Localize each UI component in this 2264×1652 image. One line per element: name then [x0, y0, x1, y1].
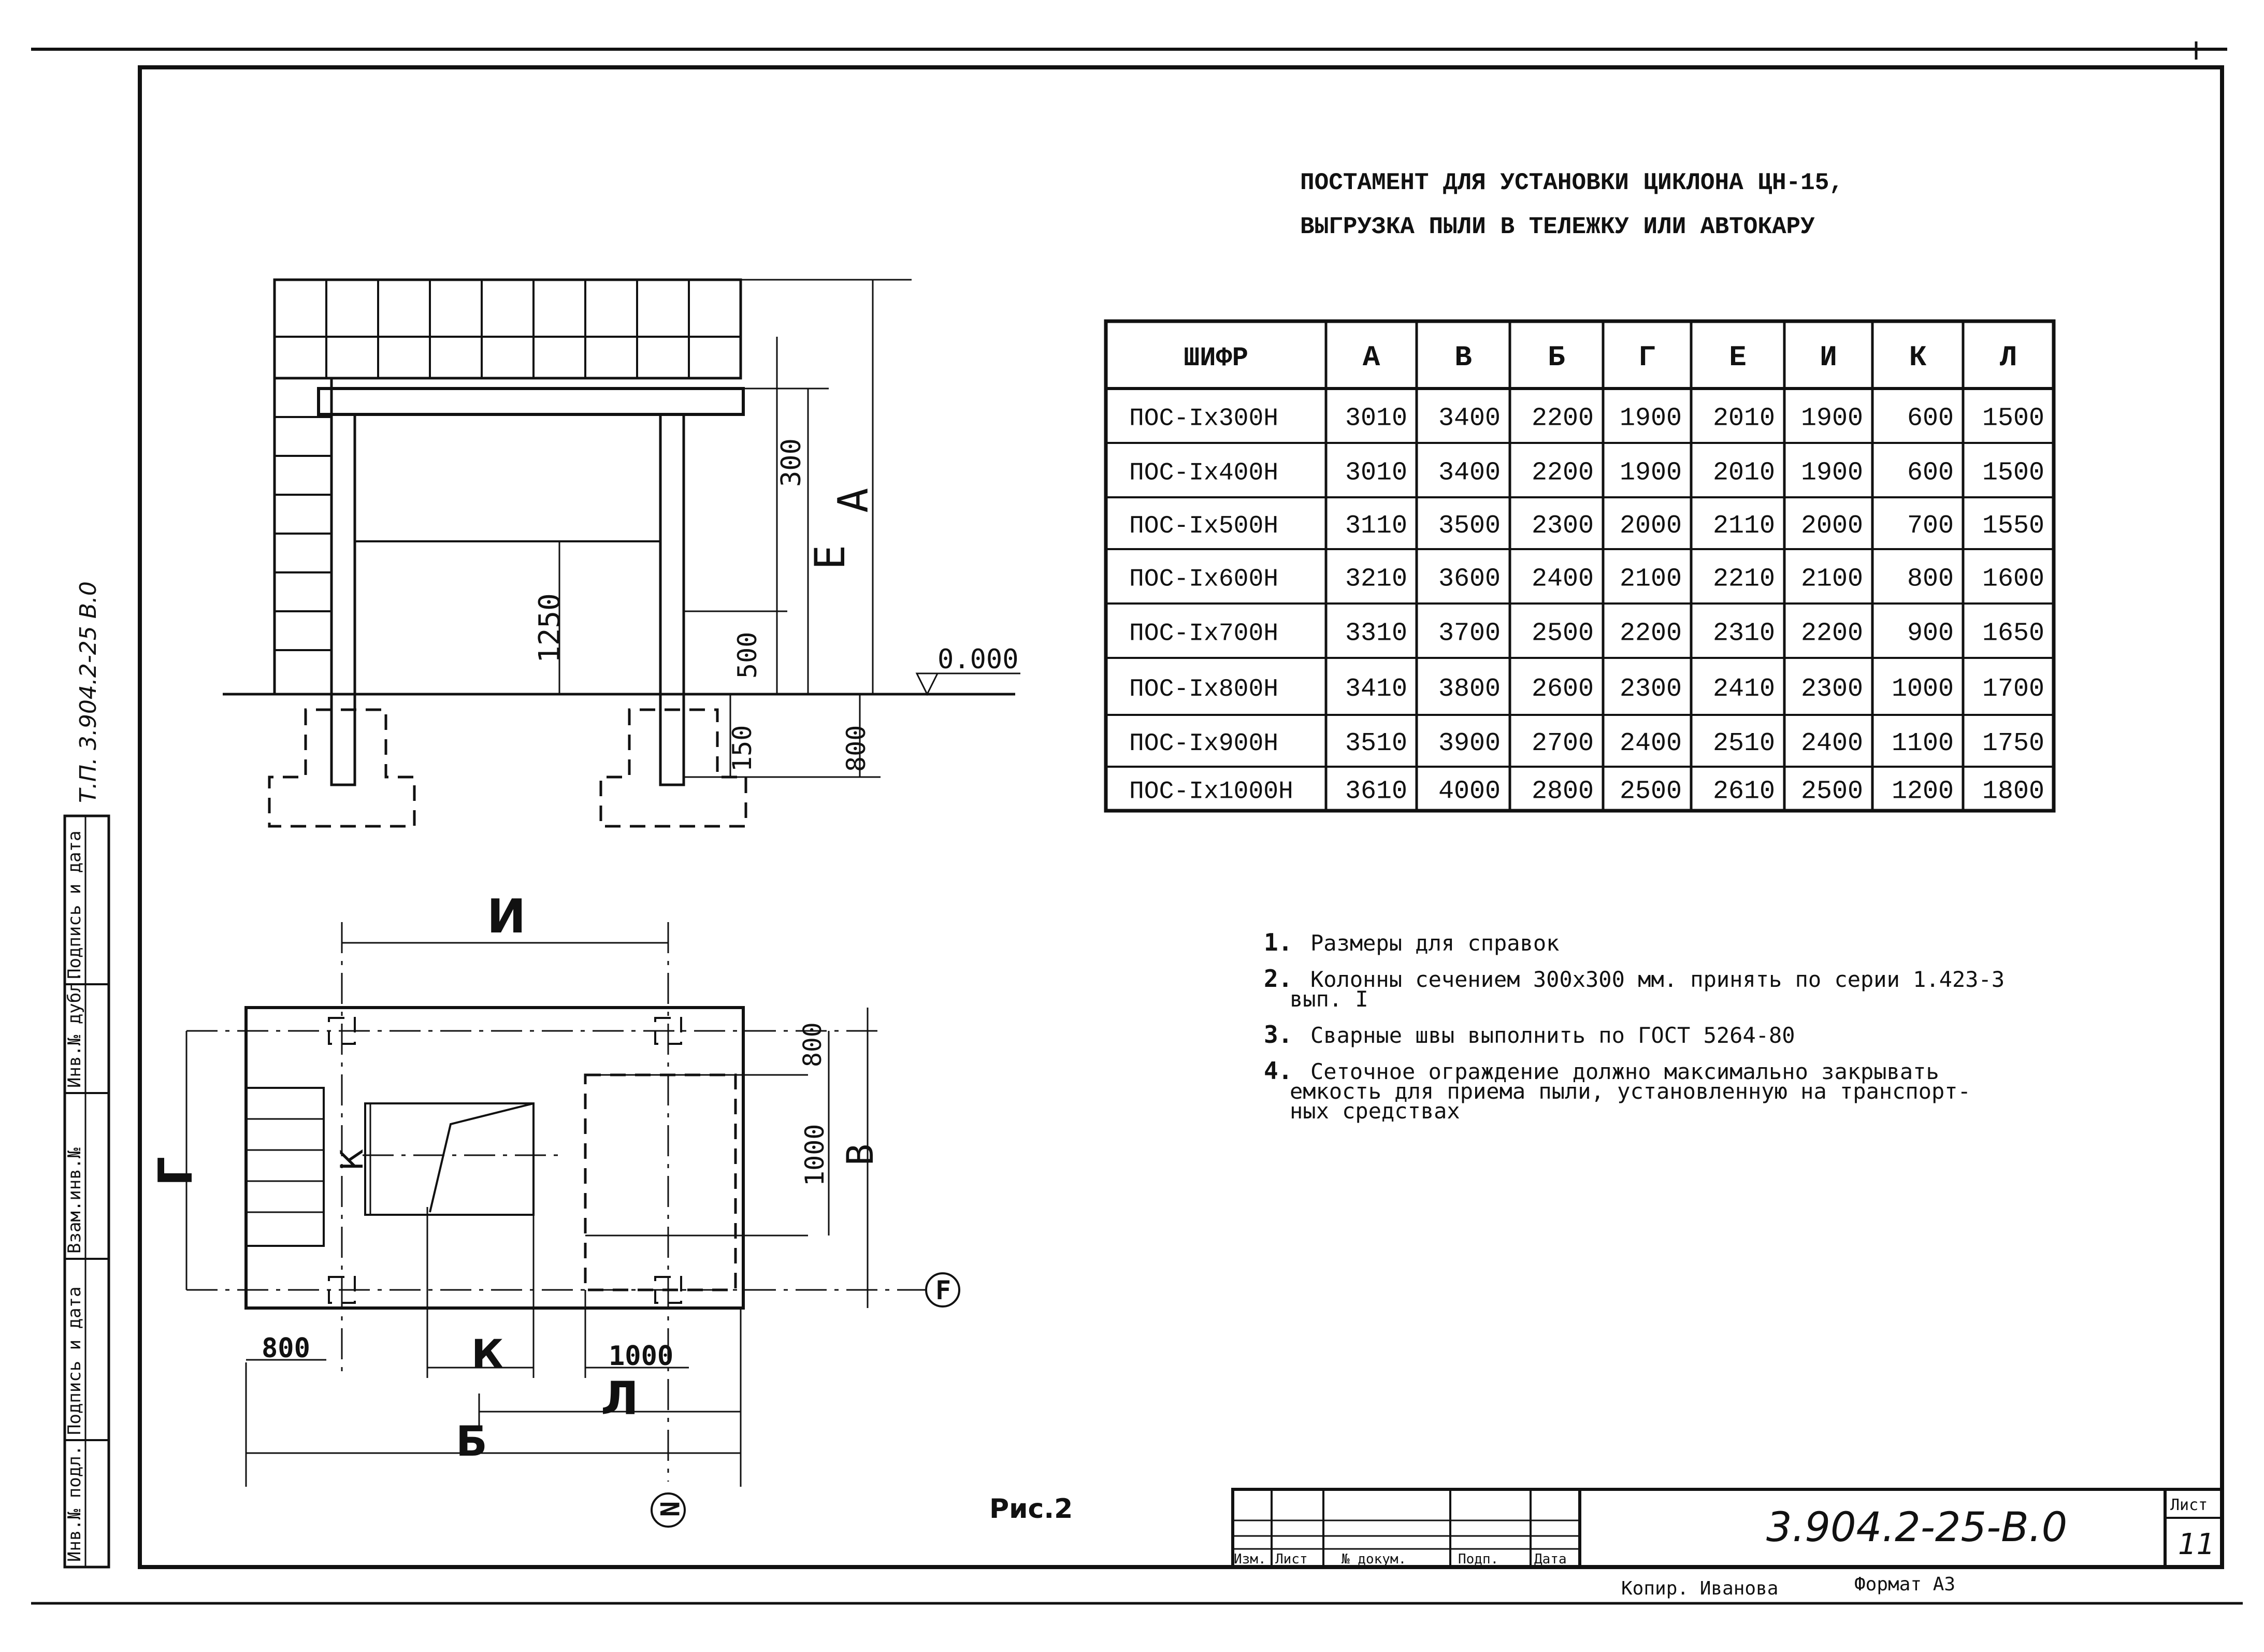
table-cell: 2200: [1531, 404, 1594, 434]
table-cell: 2800: [1531, 777, 1594, 807]
dim-300: 300: [776, 438, 807, 487]
footer-format: Формат А3: [1854, 1574, 1956, 1595]
stamp-field-inv-podl: Инв.№ подл.: [64, 1445, 85, 1562]
table-cell: 2200: [1531, 458, 1594, 488]
level-mark: [917, 644, 1020, 694]
table-cell: 2000: [1619, 511, 1682, 541]
table-cell: 3010: [1345, 458, 1407, 488]
note-text: вып. I: [1290, 986, 1368, 1012]
tb-col-izm: Изм.: [1234, 1552, 1266, 1567]
table-row-code: ПОС-Iх300Н: [1129, 405, 1279, 433]
table-cell: 2400: [1619, 729, 1682, 758]
tb-col-data: Дата: [1534, 1552, 1567, 1567]
sheet-frame: [31, 41, 2243, 1603]
table-cell: 3210: [1345, 564, 1407, 594]
axis-marker-f: [926, 1273, 959, 1306]
table-cell: 2200: [1800, 619, 1863, 649]
table-cell: 2300: [1800, 674, 1863, 704]
note-number: 1.: [1264, 928, 1293, 956]
table-cell: 2700: [1531, 729, 1594, 758]
table-header-cell: Б: [1548, 341, 1565, 374]
dim-1250: 1250: [533, 593, 567, 663]
table-cell: 3800: [1438, 674, 1501, 704]
level-0000: 0.000: [938, 644, 1019, 675]
table-cell: 1750: [1982, 729, 2044, 758]
dim-800-plan-v: 800: [798, 1022, 827, 1067]
table-cell: 2200: [1619, 619, 1682, 649]
note-number: 2.: [1264, 965, 1293, 993]
table-cell: 4000: [1438, 777, 1501, 807]
foundation-left: [269, 710, 414, 826]
table-row-code: ПОС-Iх400Н: [1129, 459, 1279, 487]
table-cell: 1550: [1982, 511, 2044, 541]
table-cell: 3510: [1345, 729, 1407, 758]
axis-marker-n: [652, 1493, 685, 1527]
table-cell: 1100: [1891, 729, 1954, 758]
tb-doc-code: 3.904.2-25-В.0: [1766, 1504, 2068, 1551]
table-cell: 2110: [1712, 511, 1775, 541]
table-row-code: ПОС-Iх800Н: [1129, 676, 1279, 703]
table-cell: 3110: [1345, 511, 1407, 541]
dim-G: Г: [149, 1156, 203, 1186]
elevation-view: [223, 280, 1020, 826]
dim-1000-plan-v: 1000: [800, 1124, 830, 1186]
table-row-code: ПОС-Iх900Н: [1129, 730, 1279, 758]
axis-n-label: N: [654, 1501, 684, 1517]
dim-K: К: [471, 1331, 504, 1377]
table-cell: 3310: [1345, 619, 1407, 649]
column-right: [660, 414, 684, 785]
table-cell: 1500: [1982, 404, 2044, 434]
table-cell: 2600: [1531, 674, 1594, 704]
table-header-cell: И: [1820, 341, 1837, 374]
plan-view: [149, 889, 959, 1527]
tb-sheet-num: 11: [2178, 1528, 2215, 1561]
dim-800-elev: 800: [841, 725, 871, 772]
dim-I: И: [487, 889, 526, 944]
table-cell: 900: [1907, 619, 1954, 649]
note-text: Колонны сечением 300х300 мм. принять по серии 1.423-3: [1310, 967, 2005, 992]
note-number: 3.: [1264, 1021, 1293, 1048]
brick-wall: [275, 280, 741, 694]
note-text: Сварные швы выполнить по ГОСТ 5264-80: [1310, 1023, 1795, 1048]
table-cell: 2610: [1712, 777, 1775, 807]
table-cell: 2100: [1619, 564, 1682, 594]
table-cell: 2500: [1800, 777, 1863, 807]
table-row-code: ПОС-Iх1000Н: [1129, 778, 1293, 806]
column-left: [331, 414, 355, 785]
table-cell: 2010: [1712, 404, 1775, 434]
table-header-cell: В: [1454, 341, 1472, 374]
table-header-cell: ШИФР: [1184, 343, 1248, 374]
table-cell: 2010: [1712, 458, 1775, 488]
stair: [246, 1088, 324, 1246]
table-cell: 1900: [1619, 458, 1682, 488]
table-cell: 3410: [1345, 674, 1407, 704]
table-cell: 2400: [1531, 564, 1594, 594]
table-cell: 2100: [1800, 564, 1863, 594]
table-cell: 1600: [1982, 564, 2044, 594]
table-cell: 2300: [1531, 511, 1594, 541]
table-header-cell: Е: [1729, 341, 1747, 374]
table-cell: 1000: [1891, 674, 1954, 704]
tb-col-doc: № докум.: [1342, 1552, 1407, 1567]
side-doc-code: Т.П. 3.904.2-25 В.0: [75, 581, 102, 803]
table-cell: 2000: [1800, 511, 1863, 541]
side-stamp: [64, 581, 109, 1567]
table-cell: 1500: [1982, 458, 2044, 488]
tb-col-list: Лист: [1275, 1552, 1308, 1567]
stamp-field-sign-date-2: Подпись и дата: [64, 830, 85, 979]
table-cell: 1650: [1982, 619, 2044, 649]
note-number: 4.: [1264, 1057, 1293, 1085]
table-cell: 2300: [1619, 674, 1682, 704]
dim-150: 150: [727, 725, 757, 772]
table-cell: 2500: [1531, 619, 1594, 649]
table-cell: 1900: [1800, 404, 1863, 434]
table-cell: 2410: [1712, 674, 1775, 704]
table-cell: 1700: [1982, 674, 2044, 704]
stamp-field-inv-dubl: Инв.№ дубл.: [64, 971, 85, 1088]
title-block: [1233, 1489, 2222, 1567]
table-cell: 3600: [1438, 564, 1501, 594]
table-cell: 1200: [1891, 777, 1954, 807]
table-cell: 600: [1907, 458, 1954, 488]
footer-copied: Копир. Иванова: [1621, 1578, 1779, 1599]
dim-Bb: Б: [456, 1417, 487, 1466]
stamp-field-sign-date-1: Подпись и дата: [64, 1286, 85, 1435]
table-cell: 3700: [1438, 619, 1501, 649]
table-cell: 700: [1907, 511, 1954, 541]
table-cell: 3610: [1345, 777, 1407, 807]
dimensions-table: [1106, 321, 2054, 811]
note-text: Размеры для справок: [1310, 930, 1560, 956]
hopper-outline: [365, 1103, 533, 1215]
table-cell: 3900: [1438, 729, 1501, 758]
table-cell: 800: [1907, 564, 1954, 594]
table-cell: 3400: [1438, 458, 1501, 488]
dim-800-plan-h: 800: [262, 1333, 310, 1364]
dim-K-side: К: [334, 1148, 370, 1171]
stamp-field-vzam-inv: Взам.инв.№: [64, 1147, 85, 1254]
dim-500: 500: [732, 631, 762, 679]
table-cell: 1900: [1619, 404, 1682, 434]
tb-sheet-label: Лист: [2170, 1496, 2208, 1514]
table-cell: 1900: [1800, 458, 1863, 488]
table-row-code: ПОС-Iх600Н: [1129, 565, 1279, 594]
table-header-cell: К: [1909, 341, 1927, 374]
table-cell: 2400: [1800, 729, 1863, 758]
dim-B-plan: В: [839, 1143, 882, 1166]
drawing-title-line-1: ПОСТАМЕНТ ДЛЯ УСТАНОВКИ ЦИКЛОНА ЦН-15,: [1300, 169, 1843, 196]
table-cell: 2510: [1712, 729, 1775, 758]
table-cell: 3500: [1438, 511, 1501, 541]
foundation-right: [601, 710, 746, 826]
table-cell: 600: [1907, 404, 1954, 434]
table-cell: 2210: [1712, 564, 1775, 594]
note-text: Сеточное ограждение должно максимально закрывать: [1310, 1059, 1939, 1084]
axis-f-label: F: [935, 1275, 951, 1305]
trolley-outline: [585, 1075, 736, 1290]
top-beam: [319, 389, 743, 414]
table-header-cell: Г: [1638, 341, 1656, 374]
figure-label: Рис.2: [989, 1493, 1073, 1525]
notes-block: [1264, 928, 2005, 1124]
note-text: ных средствах: [1290, 1098, 1460, 1124]
table-cell: 2310: [1712, 619, 1775, 649]
table-row-code: ПОС-Iх500Н: [1129, 512, 1279, 540]
table-cell: 3010: [1345, 404, 1407, 434]
dim-E: Е: [806, 544, 854, 570]
table-cell: 3400: [1438, 404, 1501, 434]
dim-L: Л: [601, 1372, 639, 1425]
dim-1000-plan-h: 1000: [609, 1341, 674, 1372]
table-header-cell: Л: [1999, 341, 2017, 374]
table-cell: 2500: [1619, 777, 1682, 807]
table-cell: 1800: [1982, 777, 2044, 807]
drawing-title-line-2: ВЫГРУЗКА ПЫЛИ В ТЕЛЕЖКУ ИЛИ АВТОКАРУ: [1300, 213, 1815, 240]
table-header-cell: А: [1362, 341, 1380, 374]
table-row-code: ПОС-Iх700Н: [1129, 620, 1279, 648]
note-text: емкость для приема пыли, установленную на транспорт-: [1290, 1079, 1971, 1104]
tb-col-podp: Подп.: [1458, 1552, 1499, 1567]
dim-A: А: [829, 487, 877, 513]
